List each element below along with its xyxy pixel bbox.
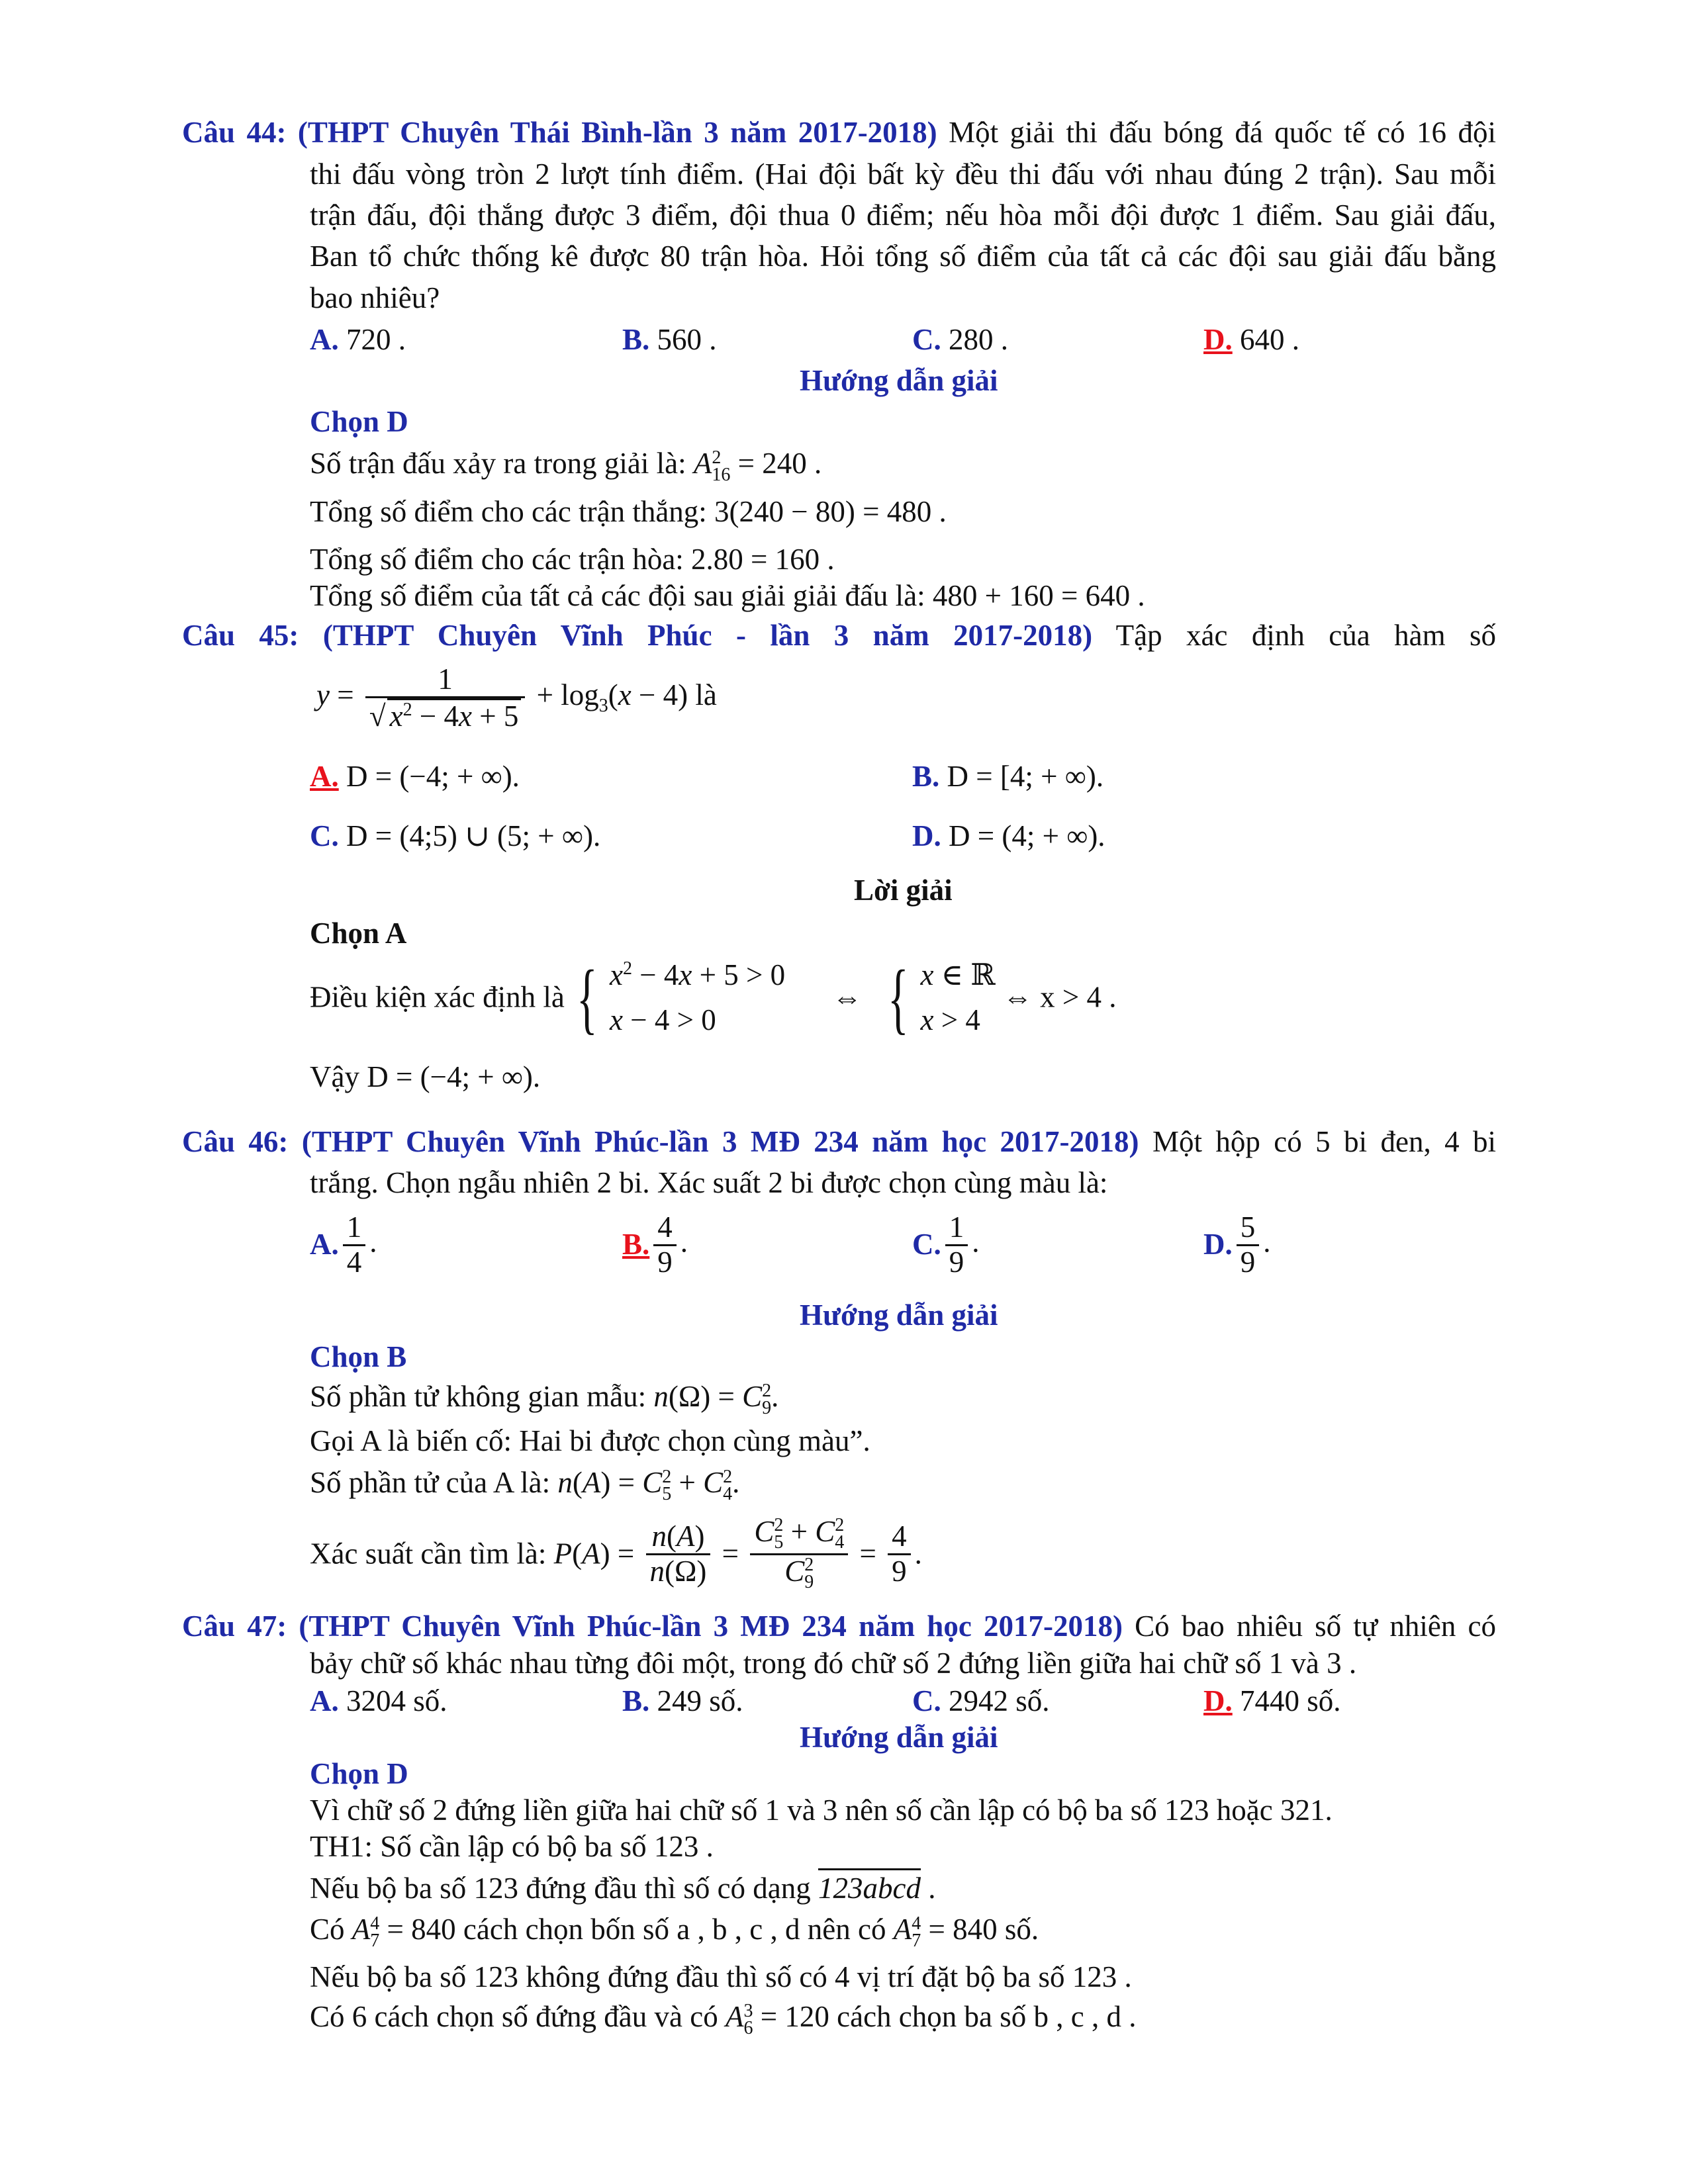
q47-source: (THPT Chuyên Vĩnh Phúc-lần 3 MĐ 234 năm học 2017-2018) — [299, 1610, 1123, 1643]
q46-sol-4: Xác suất cần tìm là: P(A) = $\frac{n(A)}{n(\Omega)}$ = $\frac{C^2_5 + C^2_4}{C^2_9}$ = $\frac{4}{9}$ . — [310, 1515, 922, 1592]
q44-stem-4: Ban tổ chức thống kê được 80 trận hòa. Hỏi tổng số điểm của tất cả các đội sau giải đấu bằng — [310, 240, 1496, 273]
q46-choice: Chọn B — [310, 1340, 407, 1373]
q45-choice: Chọn A — [310, 917, 407, 950]
q44-choice: Chọn D — [310, 405, 408, 438]
q46-option-d[interactable]: D. $\frac{5}{9}$ . — [1203, 1210, 1271, 1279]
q47-sol-1: Vì chữ số 2 đứng liền giữa hai chữ số 1 và 3 nên số cần lập có bộ ba số 123 hoặc 321. — [310, 1794, 1333, 1827]
q46-guide-title: Hướng dẫn giải — [800, 1298, 998, 1332]
q47-sol-6: Có 6 cách chọn số đứng đầu và có A 3 6 = 120 cách chọn ba số b , c , d . — [310, 2000, 1137, 2038]
q44-stem-1: Một giải thi đấu bóng đá quốc tế có 16 đội — [949, 116, 1496, 149]
q44-guide-title: Hướng dẫn giải — [800, 364, 998, 397]
q44-stem-2: thi đấu vòng tròn 2 lượt tính điểm. (Hai đội bất kỳ đều thi đấu với nhau đúng 2 trận). Sau mỗi — [310, 158, 1496, 191]
q46-sol-1: Số phần tử không gian mẫu: n(Ω) = C 2 9 . — [310, 1380, 779, 1418]
q46-stem-1: Một hộp có 5 bi đen, 4 bi — [1152, 1125, 1497, 1158]
q45-option-a[interactable]: A. D = (−4; + ∞). — [310, 760, 520, 793]
q47-label: Câu 47: — [182, 1610, 287, 1643]
q45-source: (THPT Chuyên Vĩnh Phúc - lần 3 năm 2017-2018) — [322, 619, 1093, 652]
q45-option-d[interactable]: D. D = (4; + ∞). — [912, 819, 1105, 852]
q47-option-b[interactable]: B. 249 số. — [622, 1684, 743, 1717]
q45-fraction: $\frac{1}{√ x^2 - 4x + 5}$ — [365, 663, 525, 733]
q47-stem-1: Có bao nhiêu số tự nhiên có — [1135, 1610, 1497, 1643]
q47-stem-2: bảy chữ số khác nhau từng đôi một, trong đó chữ số 2 đứng liền giữa hai chữ số 1 và 3 . — [310, 1647, 1357, 1680]
q45-condition: Điều kiện xác định là { $x^2 - 4x + 5 > 0$ x − 4 > 0 ⇔ { x ∈ ℝ x > 4 ⇔ x > 4 . — [310, 953, 1117, 1042]
q44-sol-1: Số trận đấu xảy ra trong giải là: A 2 16 = 240 . — [310, 447, 822, 485]
q44-option-c[interactable]: C. 280 . — [912, 323, 1008, 356]
q46-option-c[interactable]: C. $\frac{1}{9}$ . — [912, 1210, 980, 1279]
q47-sol-2: TH1: Số cần lập có bộ ba số 123 . — [310, 1830, 714, 1863]
q45-label: Câu 45: — [182, 619, 299, 652]
q44-stem-3: trận đấu, đội thắng được 3 điểm, đội thua 0 điểm; nếu hòa mỗi đội được 1 điểm. Sau giải đấu, — [310, 199, 1496, 232]
q46-line-1 — [182, 1125, 1496, 1160]
q44-option-b[interactable]: B. 560 . — [622, 323, 717, 356]
q45-function: y = $\frac{1}{√ x^2 - 4x + 5}$ + $\log_3(x - 4)$ là — [316, 662, 717, 733]
q46-sol-2: Gọi A là biến cố: Hai bi được chọn cùng màu”. — [310, 1424, 870, 1457]
q47-line-1 — [182, 1610, 1496, 1644]
q45-guide-title: Lời giải — [854, 874, 953, 907]
q45-conclusion: Vậy D = (−4; + ∞). — [310, 1060, 541, 1093]
q44-sol-2: Tổng số điểm cho các trận thắng: 3(240 − 80) = 480 . — [310, 495, 947, 528]
q47-option-a[interactable]: A. 3204 số. — [310, 1684, 447, 1717]
q45-stem: Tập xác định của hàm số — [1115, 619, 1497, 652]
q44-label: Câu 44: — [182, 116, 287, 149]
q45-line-1 — [182, 619, 1496, 653]
q46-sol-3: Số phần tử của A là: n(A) = C 2 5 + C 2 4 . — [310, 1466, 740, 1504]
q44-sol-3: Tổng số điểm cho các trận hòa: 2.80 = 160 . — [310, 543, 835, 576]
q47-choice: Chọn D — [310, 1757, 408, 1790]
q47-option-d[interactable]: D. 7440 số. — [1203, 1684, 1341, 1717]
q46-label: Câu 46: — [182, 1125, 289, 1158]
q46-stem-2: trắng. Chọn ngẫu nhiên 2 bi. Xác suất 2 bi được chọn cùng màu là: — [310, 1166, 1108, 1199]
q44-stem-5: bao nhiêu? — [310, 281, 440, 314]
q47-sol-3: Nếu bộ ba số 123 đứng đầu thì số có dạng 123abcd . — [310, 1872, 936, 1906]
q44-option-d[interactable]: D. 640 . — [1203, 323, 1299, 356]
q47-sol-5: Nếu bộ ba số 123 không đứng đầu thì số có 4 vị trí đặt bộ ba số 123 . — [310, 1960, 1132, 1993]
q45-option-b[interactable]: B. D = [4; + ∞). — [912, 760, 1104, 793]
q47-sol-4: Có A 4 7 = 840 cách chọn bốn số a , b , c , d nên có A 4 7 = 840 số. — [310, 1913, 1039, 1951]
q44-line-1 — [182, 116, 1496, 150]
q44-option-a[interactable]: A. 720 . — [310, 323, 406, 356]
q47-option-c[interactable]: C. 2942 số. — [912, 1684, 1050, 1717]
q44-sol-4: Tổng số điểm của tất cả các đội sau giải giải đấu là: 480 + 160 = 640 . — [310, 579, 1145, 612]
q47-guide-title: Hướng dẫn giải — [800, 1721, 998, 1754]
q46-source: (THPT Chuyên Vĩnh Phúc-lần 3 MĐ 234 năm học 2017-2018) — [301, 1125, 1139, 1158]
q44-source: (THPT Chuyên Thái Bình-lần 3 năm 2017-2018) — [297, 116, 937, 149]
q46-option-b[interactable]: B. $\frac{4}{9}$ . — [622, 1210, 688, 1279]
q45-option-c[interactable]: C. D = (4;5) ∪ (5; + ∞). — [310, 819, 601, 852]
q46-option-a[interactable]: A. $\frac{1}{4}$ . — [310, 1210, 377, 1279]
